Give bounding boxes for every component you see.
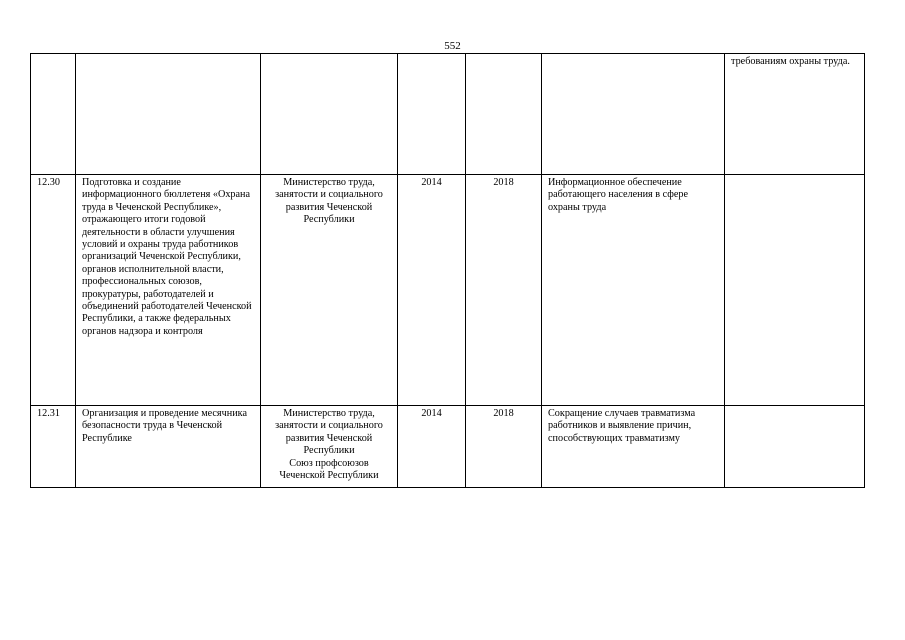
- end-year: 2018: [466, 406, 542, 488]
- action-cell: Организация и проведение месячника безопасности труда в Чеченской Республике: [76, 406, 261, 488]
- executor-name: Союз профсоюзов Чеченской Республики: [279, 457, 379, 482]
- row-number: [31, 54, 76, 175]
- end-year: 2018: [466, 175, 542, 406]
- action-cell: [76, 54, 261, 175]
- result-cell: Информационное обеспечение работающего населения в сфере охраны труда: [542, 175, 725, 406]
- end-year: [466, 54, 542, 175]
- executor-name: Министерство труда, занятости и социального развития Чеченской Республики: [275, 408, 383, 457]
- start-year: [398, 54, 466, 175]
- table-row: [31, 54, 865, 175]
- extra-cell: [725, 175, 865, 406]
- row-number: 12.31: [31, 406, 76, 488]
- page-number: 552: [444, 40, 461, 52]
- extra-cell: [725, 406, 865, 488]
- row-number: 12.30: [31, 175, 76, 406]
- result-cell: [542, 54, 725, 175]
- start-year: 2014: [398, 175, 466, 406]
- executor-cell: [261, 406, 398, 488]
- table-row: [31, 406, 865, 488]
- executor-name: Министерство труда, занятости и социального развития Чеченской Республики: [275, 177, 383, 226]
- executor-cell: [261, 175, 398, 406]
- result-cell: Сокращение случаев травматизма работников и выявление причин, способствующих травматизму: [542, 406, 725, 488]
- action-cell: Подготовка и создание информационного бюллетеня «Охрана труда в Чеченской Республике», отражающего итоги годовой деятельности в области улучшения условий и охраны труда работников организаций Чеченской Республики, органов исполнительной власти, профессиональных союзов, прокуратуры, работодателей и объединений работодателей Чеченской Республики, а также федеральных органов надзора и контроля: [76, 175, 261, 406]
- executor-cell: [261, 54, 398, 175]
- table-row: [31, 175, 865, 406]
- action-plan-table: [30, 53, 865, 488]
- start-year: 2014: [398, 406, 466, 488]
- extra-cell: требованиям охраны труда.: [725, 54, 865, 175]
